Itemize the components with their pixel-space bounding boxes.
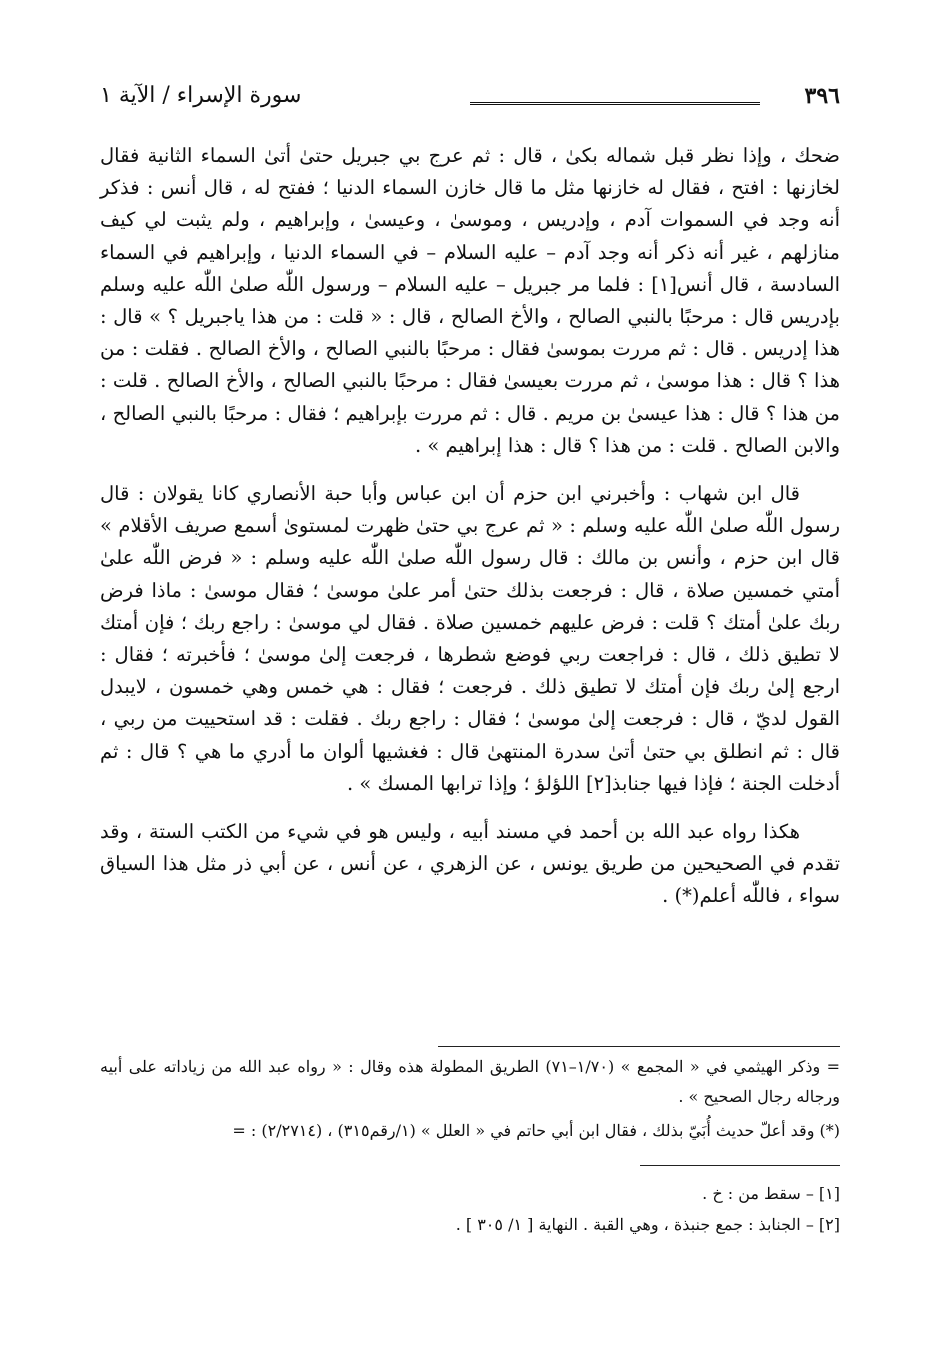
paragraph-2: قال ابن شهاب : وأخبرني ابن حزم أن ابن عباس وأبا حبة الأنصاري كانا يقولان : قال رسول اللّٰه صلىٰ اللّٰه عليه وسلم : « ثم عرج بي حتىٰ ظهرت لمستوىٰ أسمع صريف الأقلام » قال ابن حزم ، وأنس بن مالك : قال رسول اللّٰه صلىٰ اللّٰه عليه وسلم : « فرض اللّٰه علىٰ أمتي خمسين صلاة ، قال : فرجعت بذلك حتىٰ أمر علىٰ موسىٰ ؛ فقال موسىٰ : ماذا فرض ربك علىٰ أمتك ؟ قلت : فرض عليهم خمسين صلاة . فقال لي موسىٰ : راجع ربك ؛ فإن أمتك لا تطيق ذلك ، قال : فراجعت ربي فوضع شطرها ، فرجعت إلىٰ موسىٰ ؛ فأخبرته ؛ فقال : ارجع إلىٰ ربك فإن أمتك لا تطيق ذلك . فرجعت ؛ فقال : هي خمس وهي خمسون ، لايبدل القول لديّ ، قال : فرجعت إلىٰ موسىٰ ؛ فقال : راجع ربك . فقلت : قد استحييت من ربي ، قال : ثم انطلق بي حتىٰ أتىٰ سدرة المنتهىٰ قال : فغشيها ألوان ما أدري ما هي ؟ قال : ثم أدخلت الجنة ؛ فإذا فيها جنابذ[٢] اللؤلؤ ؛ وإذا ترابها المسك » . xyxy=(100,482,840,795)
footnote-asterisk: (*) وقد أعلّ حديث أُبَيّ بذلك ، فقال ابن أبي حاتم في « العلل » (١/رقم٣١٥) ، (٢/٢٧١٤) : = xyxy=(232,1121,840,1140)
footnote-divider-upper xyxy=(438,1046,840,1047)
paragraph-1: ضحك ، وإذا نظر قبل شماله بكىٰ ، قال : ثم عرج بي جبريل حتىٰ أتىٰ السماء الثانية فقال لخازنها : افتح ، فقال له خازنها مثل ما قال خازن السماء الدنيا ؛ ففتح له ، قال أنس : فذكر أنه وجد في السموات آدم ، وإدريس ، وموسىٰ ، وعيسىٰ ، وإبراهيم ، ولم يثبت لي كيف منازلهم ، غير أنه ذكر أنه وجد آدم – عليه السلام – في السماء الدنيا ، وإبراهيم في السماء السادسة ، قال أنس[١] : فلما مر جبريل – عليه السلام – ورسول اللّٰه صلىٰ اللّٰه عليه وسلم بإدريس قال : مرحبًا بالنبي الصالح ، والأخ الصالح ، قال : « قلت : من هذا ياجبريل ؟ » قال : هذا إدريس . قال : ثم مررت بموسىٰ فقال : مرحبًا بالنبي الصالح ، والأخ الصالح . فقلت : من هذا ؟ قال : هذا موسىٰ ، ثم مررت بعيسىٰ فقال : مرحبًا بالنبي الصالح ، والأخ الصالح . قلت : من هذا ؟ قال : هذا عيسىٰ بن مريم . قال : ثم مررت بإبراهيم ؛ فقال : مرحبًا بالنبي الصالح ، والابن الصالح . قلت : من هذا ؟ قال : هذا إبراهيم » . xyxy=(100,144,841,457)
footnotes-lower xyxy=(100,1178,840,1240)
footnote-1: [١] – سقط من : خ . xyxy=(702,1184,840,1203)
footnote-2: [٢] – الجنابذ : جمع جنبذة ، وهي القبة . النهاية [ ١/ ٣٠٥ ] . xyxy=(455,1215,840,1234)
main-text xyxy=(100,140,840,929)
page-number: ٣٩٦ xyxy=(804,83,840,109)
surah-title: سورة الإسراء / الآية ١ xyxy=(100,83,302,108)
footnotes-upper xyxy=(100,1052,840,1150)
paragraph-3: هكذا رواه عبد الله بن أحمد في مسند أبيه ، وليس هو في شيء من الكتب الستة ، وقد تقدم في الصحيحين من طريق يونس ، عن الزهري ، عن أنس ، عن أبي ذر مثل هذا السياق سواء ، فاللّٰه أعلم(*) . xyxy=(100,820,840,908)
footnote-continuation: = وذكر الهيثمي في « المجمع » (١/٧٠–٧١) الطريق المطولة هذه وقال : « رواه عبد الله من زياداته على أبيه ورجاله رجال الصحيح » . xyxy=(100,1057,840,1106)
page-header xyxy=(100,78,840,118)
header-rule xyxy=(470,102,760,105)
footnote-divider-lower xyxy=(640,1165,840,1166)
